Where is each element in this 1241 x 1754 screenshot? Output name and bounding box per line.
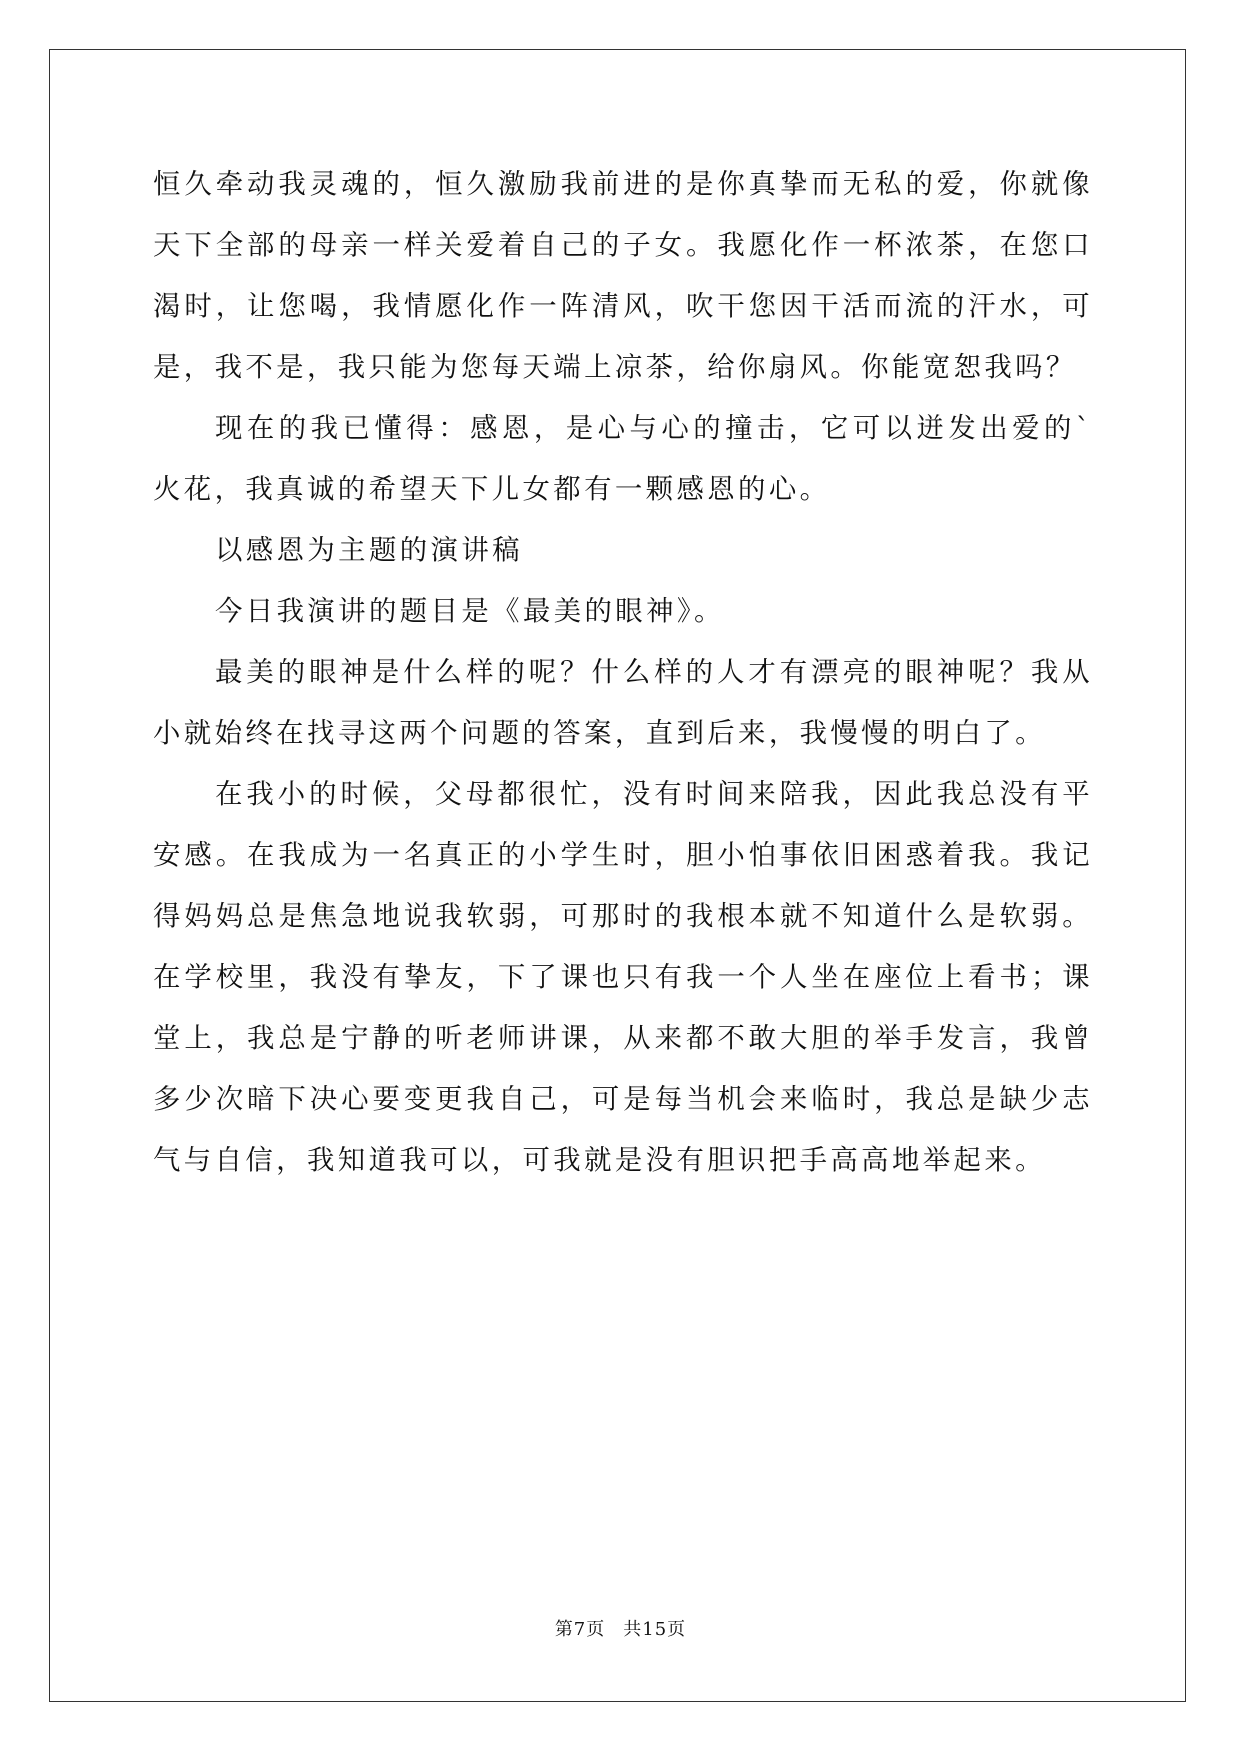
paragraph-1: 恒久牵动我灵魂的，恒久激励我前进的是你真挚而无私的爱，你就像天下全部的母亲一样关爱着自己的子女。我愿化作一杯浓茶，在您口渴时，让您喝，我情愿化作一阵清风，吹干您因干活而流的汗水，可是，我不是，我只能为您每天端上凉茶，给你扇风。你能宽恕我吗？	[153, 169, 1093, 383]
paragraph-6: 在我小的时候，父母都很忙，没有时间来陪我，因此我总没有平安感。在我成为一名真正的小学生时，胆小怕事依旧困惑着我。我记得妈妈总是焦急地说我软弱，可那时的我根本就不知道什么是软弱。在学校里，我没有挚友，下了课也只有我一个人坐在座位上看书；课堂上，我总是宁静的听老师讲课，从来都不敢大胆的举手发言，我曾多少次暗下决心要变更我自己，可是每当机会来临时，我总是缺少志气与自信，我知道我可以，可我就是没有胆识把手高高地举起来。	[153, 779, 1093, 1176]
page-total: 共15页	[623, 1619, 687, 1640]
page-footer	[0, 1618, 1241, 1642]
page-number: 第7页	[554, 1619, 606, 1640]
section-title: 以感恩为主题的演讲稿	[215, 535, 523, 566]
paragraph-5: 最美的眼神是什么样的呢？什么样的人才有漂亮的眼神呢？我从小就始终在找寻这两个问题的答案，直到后来，我慢慢的明白了。	[153, 657, 1093, 749]
paragraph-2: 现在的我已懂得：感恩，是心与心的撞击，它可以迸发出爱的`火花，我真诚的希望天下儿女都有一颗感恩的心。	[153, 413, 1093, 505]
paragraph-speech-topic: 今日我演讲的题目是《最美的眼神》。	[215, 596, 725, 627]
document-body	[153, 154, 1093, 1191]
